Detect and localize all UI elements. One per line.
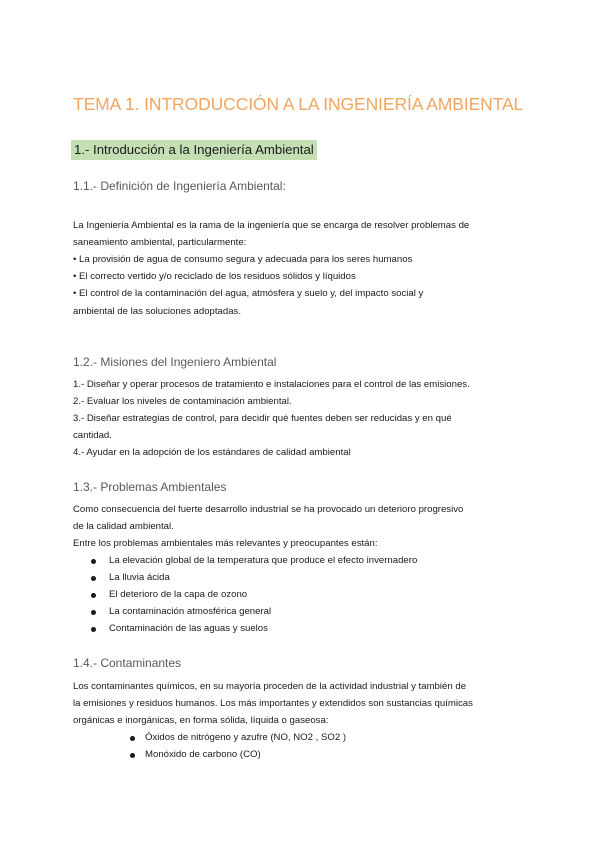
paragraph-line: Como consecuencia del fuerte desarrollo industrial se ha provocado un deterioro progresivo xyxy=(73,504,464,515)
list-item: 3.- Diseñar estrategias de control, para decidir qué fuentes deben ser reducidas y en qué xyxy=(73,413,452,424)
paragraph-line: • El correcto vertido y/o reciclado de los residuos sólidos y líquidos xyxy=(73,271,356,282)
subsection-heading-definicion: 1.1.- Definición de Ingeniería Ambiental: xyxy=(73,179,286,193)
paragraph-line: • La provisión de agua de consumo segura y adecuada para los seres humanos xyxy=(73,254,413,265)
list-item: 2.- Evaluar los niveles de contaminación ambiental. xyxy=(73,396,292,407)
list-item: 4.- Ayudar en la adopción de los estándares de calidad ambiental xyxy=(73,447,351,458)
bullet-icon xyxy=(91,593,96,598)
bullet-item: Contaminación de las aguas y suelos xyxy=(109,623,268,634)
paragraph-line: ambiental de las soluciones adoptadas. xyxy=(73,306,242,317)
paragraph-line: la emisiones y residuos humanos. Los más importantes y extendidos son sustancias químicas xyxy=(73,698,473,709)
list-item: cantidad. xyxy=(73,430,112,441)
paragraph-line: La Ingeniería Ambiental es la rama de la ingeniería que se encarga de resolver problemas de xyxy=(73,220,470,231)
bullet-item: La contaminación atmosférica general xyxy=(109,606,272,617)
paragraph-line: • El control de la contaminación del agua, atmósfera y suelo y, del impacto social y xyxy=(73,288,424,299)
subsection-heading-problemas: 1.3.- Problemas Ambientales xyxy=(73,480,227,494)
subsection-heading-contaminantes: 1.4.- Contaminantes xyxy=(73,656,182,670)
bullet-icon xyxy=(91,627,96,632)
paragraph-line: de la calidad ambiental. xyxy=(73,521,174,532)
bullet-icon xyxy=(130,753,135,758)
paragraph-line: Entre los problemas ambientales más relevantes y preocupantes están: xyxy=(73,538,378,549)
bullet-icon xyxy=(130,736,135,741)
bullet-item: Monóxido de carbono (CO) xyxy=(145,749,261,760)
paragraph-line: orgánicas e inorgánicas, en forma sólida, líquida o gaseosa: xyxy=(73,715,329,726)
bullet-icon xyxy=(91,576,96,581)
bullet-icon xyxy=(91,610,96,615)
bullet-icon xyxy=(91,559,96,564)
subsection-heading-misiones: 1.2.- Misiones del Ingeniero Ambiental xyxy=(73,355,277,369)
list-item: 1.- Diseñar y operar procesos de tratamiento e instalaciones para el control de las emisiones. xyxy=(73,379,470,390)
bullet-item: El deterioro de la capa de ozono xyxy=(109,589,248,600)
bullet-item: La lluvia ácida xyxy=(109,572,170,583)
paragraph-line: Los contaminantes químicos, en su mayoría proceden de la actividad industrial y también de xyxy=(73,681,467,692)
bullet-item: Óxidos de nitrógeno y azufre (NO, NO2 , SO2 ) xyxy=(145,732,347,743)
paragraph-line: saneamiento ambiental, particularmente: xyxy=(73,237,247,248)
section-heading-introduccion: 1.- Introducción a la Ingeniería Ambiental xyxy=(71,140,317,160)
document-title: TEMA 1. INTRODUCCIÓN A LA INGENIERÍA AMBIENTAL xyxy=(73,94,524,114)
bullet-item: La elevación global de la temperatura que produce el efecto invernadero xyxy=(109,555,418,566)
